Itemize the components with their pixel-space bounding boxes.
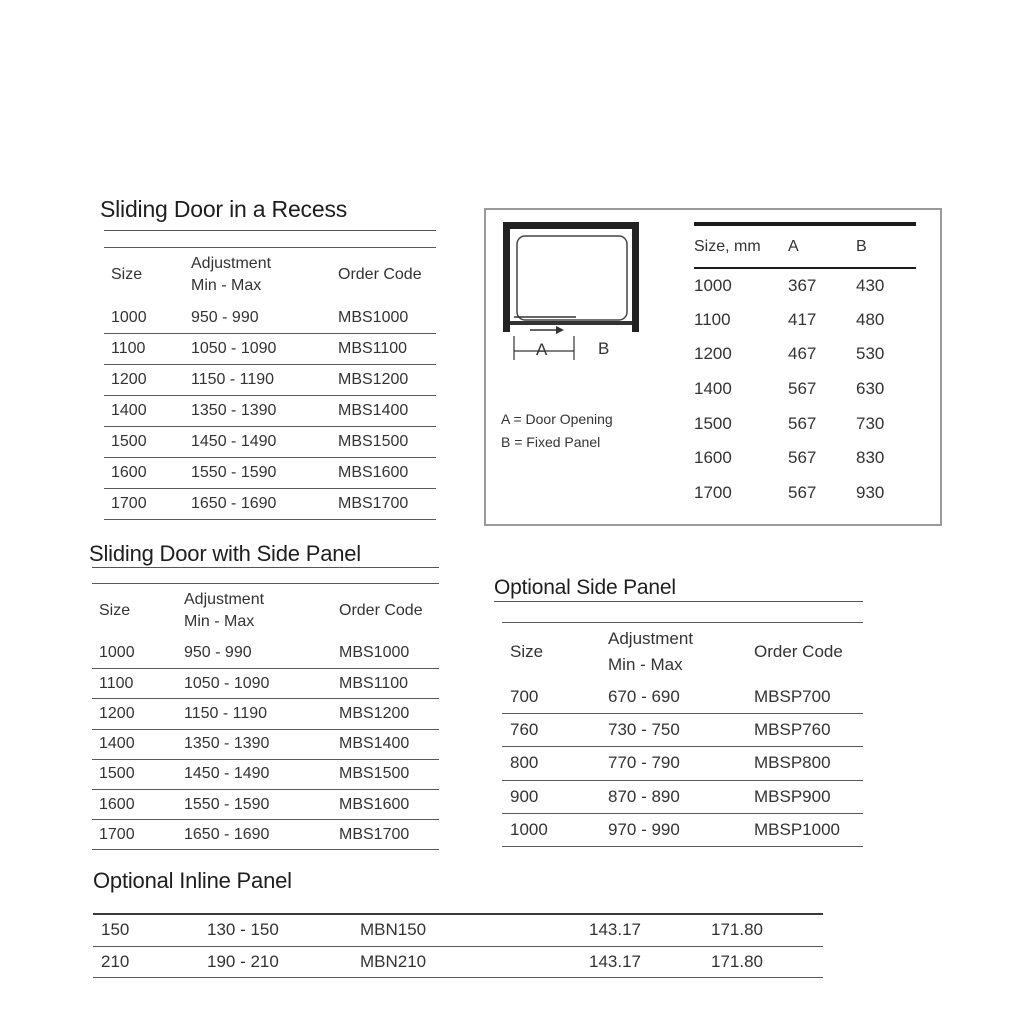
dim-cell-a: 567: [788, 413, 817, 433]
side-panel-cell-adjustment: 870 - 890: [600, 780, 746, 813]
side-door-cell-size: 1200: [92, 699, 177, 729]
recess-left-wall: [503, 222, 510, 332]
recess-row: [104, 396, 436, 427]
side-door-cell-code: MBS1200: [332, 699, 439, 729]
inline-panel-cell-code: MBN150: [352, 915, 581, 946]
side-panel-row: [502, 681, 863, 714]
side-door-row: [92, 639, 439, 669]
inline-panel-cell-adjustment: 190 - 210: [199, 946, 352, 977]
dim-cell-size: 1500: [694, 413, 732, 433]
recess-header-adjustment: [187, 248, 334, 303]
legend-b: B = Fixed Panel: [501, 434, 601, 450]
side-panel-cell-adjustment: 770 - 790: [600, 747, 746, 780]
recess-row: [104, 365, 436, 396]
inline-panel-table: [93, 913, 823, 978]
side-door-cell-adjustment: 1450 - 1490: [177, 759, 332, 789]
recess-cell-code: MBS1200: [334, 365, 436, 396]
side-door-title-rule: [92, 567, 439, 568]
dim-cell-size: 1700: [694, 482, 732, 502]
recess-cell-size: 1500: [104, 427, 187, 458]
side-door-cell-code: MBS1600: [332, 789, 439, 819]
side-door-cell-size: 1400: [92, 729, 177, 759]
dim-cell-a: 467: [788, 344, 817, 364]
dimension-table: [694, 222, 916, 510]
recess-cell-adjustment: 1150 - 1190: [187, 365, 334, 396]
dim-cell-b: 480: [856, 309, 885, 329]
side-panel-header-adjustment: [600, 623, 746, 681]
recess-cell-code: MBS1600: [334, 458, 436, 489]
dim-cell-a: 417: [788, 309, 817, 329]
recess-cell-adjustment: 1350 - 1390: [187, 396, 334, 427]
inline-panel-cell-price2: 171.80: [703, 946, 823, 977]
dim-cell-size: 1200: [694, 344, 732, 364]
recess-cell-code: MBS1400: [334, 396, 436, 427]
recess-header-adjustment-line1: Adjustment: [191, 255, 272, 273]
side-door-row: [92, 759, 439, 789]
dim-row: [694, 441, 916, 476]
recess-cell-size: 1200: [104, 365, 187, 396]
side-panel-cell-code: MBSP700: [746, 681, 863, 714]
dim-cell-size: 1600: [694, 448, 732, 468]
side-door-row: [92, 729, 439, 759]
dim-cell-a: 567: [788, 482, 817, 502]
side-panel-cell-adjustment: 670 - 690: [600, 681, 746, 714]
dim-row: [694, 303, 916, 338]
dim-row: [694, 372, 916, 407]
dim-cell-size: 1000: [694, 275, 732, 295]
side-panel-cell-adjustment: 730 - 750: [600, 714, 746, 747]
side-panel-cell-adjustment: 970 - 990: [600, 813, 746, 846]
recess-cell-adjustment: 1050 - 1090: [187, 334, 334, 365]
recess-row: [104, 427, 436, 458]
inline-panel-cell-code: MBN210: [352, 946, 581, 977]
side-door-cell-adjustment: 1550 - 1590: [177, 789, 332, 819]
slide-arrow-head: [556, 326, 564, 334]
side-door-cell-size: 1600: [92, 789, 177, 819]
side-panel-cell-code: MBSP800: [746, 747, 863, 780]
side-panel-row: [502, 813, 863, 846]
recess-cell-adjustment: 1450 - 1490: [187, 427, 334, 458]
side-panel-cell-size: 760: [502, 714, 600, 747]
dim-cell-b: 630: [856, 379, 885, 399]
side-door-header-adjustment-line2: Min - Max: [184, 613, 255, 631]
side-panel-cell-size: 900: [502, 780, 600, 813]
dim-cell-b: 830: [856, 448, 885, 468]
side-door-cell-adjustment: 1050 - 1090: [177, 669, 332, 699]
shower-plan-diagram: [496, 218, 646, 364]
side-panel-title: Optional Side Panel: [494, 576, 676, 599]
side-panel-header-adjustment-line1: Adjustment: [608, 628, 694, 648]
side-door-cell-size: 1000: [92, 639, 177, 669]
side-panel-table: [502, 622, 863, 847]
dim-cell-a: 567: [788, 448, 817, 468]
dim-cell-a: 567: [788, 379, 817, 399]
recess-cell-size: 1400: [104, 396, 187, 427]
dim-cell-a: 367: [788, 275, 817, 295]
side-door-cell-size: 1100: [92, 669, 177, 699]
side-panel-header-order-code: Order Code: [746, 623, 863, 681]
side-door-header-adjustment-line1: Adjustment: [184, 591, 265, 609]
label-b: B: [598, 339, 610, 358]
recess-title-rule: [104, 230, 436, 231]
dim-cell-b: 930: [856, 482, 885, 502]
inline-panel-cell-adjustment: 130 - 150: [199, 915, 352, 946]
recess-cell-adjustment: 950 - 990: [187, 303, 334, 334]
side-door-cell-code: MBS1400: [332, 729, 439, 759]
side-door-row: [92, 789, 439, 819]
recess-row: [104, 303, 436, 334]
recess-cell-code: MBS1100: [334, 334, 436, 365]
legend-a: A = Door Opening: [501, 411, 613, 427]
side-door-row: [92, 699, 439, 729]
glass-line: [510, 321, 632, 325]
side-panel-cell-size: 1000: [502, 813, 600, 846]
inline-panel-cell-size: 210: [93, 946, 199, 977]
recess-header-adjustment-line2: Min - Max: [191, 277, 262, 295]
recess-back-wall: [503, 222, 639, 229]
side-panel-cell-code: MBSP900: [746, 780, 863, 813]
side-door-cell-adjustment: 1150 - 1190: [177, 699, 332, 729]
recess-cell-code: MBS1000: [334, 303, 436, 334]
side-panel-cell-size: 800: [502, 747, 600, 780]
recess-header-size: Size: [104, 248, 187, 303]
recess-cell-code: MBS1700: [334, 489, 436, 520]
dim-cell-size: 1400: [694, 379, 732, 399]
side-door-header-size: Size: [92, 584, 177, 639]
recess-header-order-code: Order Code: [334, 248, 436, 303]
side-door-header-order-code: Order Code: [332, 584, 439, 639]
inline-panel-cell-size: 150: [93, 915, 199, 946]
dim-header-a: A: [788, 224, 856, 268]
side-panel-cell-code: MBSP1000: [746, 813, 863, 846]
side-door-cell-code: MBS1000: [332, 639, 439, 669]
recess-row: [104, 458, 436, 489]
side-door-cell-size: 1700: [92, 820, 177, 850]
dim-row: [694, 268, 916, 303]
side-panel-header-size: Size: [502, 623, 600, 681]
label-a: A: [536, 340, 548, 359]
dim-cell-b: 730: [856, 413, 885, 433]
side-door-table: [92, 583, 439, 850]
dim-cell-size: 1100: [694, 309, 731, 329]
recess-cell-size: 1600: [104, 458, 187, 489]
side-door-cell-adjustment: 1650 - 1690: [177, 820, 332, 850]
recess-cell-size: 1700: [104, 489, 187, 520]
side-door-row: [92, 820, 439, 850]
side-panel-header-adjustment-line2: Min - Max: [608, 654, 683, 674]
side-door-cell-code: MBS1500: [332, 759, 439, 789]
recess-row: [104, 489, 436, 520]
recess-cell-size: 1000: [104, 303, 187, 334]
dim-header-b: B: [856, 224, 916, 268]
dim-row: [694, 337, 916, 372]
dim-cell-b: 430: [856, 275, 885, 295]
side-panel-row: [502, 714, 863, 747]
side-door-cell-size: 1500: [92, 759, 177, 789]
side-door-row: [92, 669, 439, 699]
inline-panel-row: [93, 946, 823, 977]
side-door-cell-adjustment: 1350 - 1390: [177, 729, 332, 759]
side-panel-cell-code: MBSP760: [746, 714, 863, 747]
shower-tray: [517, 236, 627, 320]
inline-panel-cell-price2: 171.80: [703, 915, 823, 946]
side-door-cell-code: MBS1100: [332, 669, 439, 699]
side-door-header-adjustment: [177, 584, 332, 639]
inline-panel-title: Optional Inline Panel: [93, 868, 292, 893]
dim-cell-b: 530: [856, 344, 885, 364]
side-panel-row: [502, 747, 863, 780]
inline-panel-cell-price1: 143.17: [581, 946, 703, 977]
side-panel-title-rule: [494, 601, 863, 602]
side-panel-row: [502, 780, 863, 813]
recess-cell-code: MBS1500: [334, 427, 436, 458]
side-panel-cell-size: 700: [502, 681, 600, 714]
side-door-cell-code: MBS1700: [332, 820, 439, 850]
inline-panel-row: [93, 915, 823, 946]
recess-title: Sliding Door in a Recess: [100, 196, 348, 222]
side-door-title: Sliding Door with Side Panel: [89, 541, 361, 566]
dim-row: [694, 476, 916, 511]
recess-cell-adjustment: 1650 - 1690: [187, 489, 334, 520]
recess-right-wall: [632, 222, 639, 332]
recess-row: [104, 334, 436, 365]
inline-panel-cell-price1: 143.17: [581, 915, 703, 946]
recess-table: [104, 247, 436, 520]
recess-cell-adjustment: 1550 - 1590: [187, 458, 334, 489]
recess-cell-size: 1100: [104, 334, 187, 365]
dim-row: [694, 406, 916, 441]
dim-header-size: Size, mm: [694, 224, 788, 268]
side-door-cell-adjustment: 950 - 990: [177, 639, 332, 669]
